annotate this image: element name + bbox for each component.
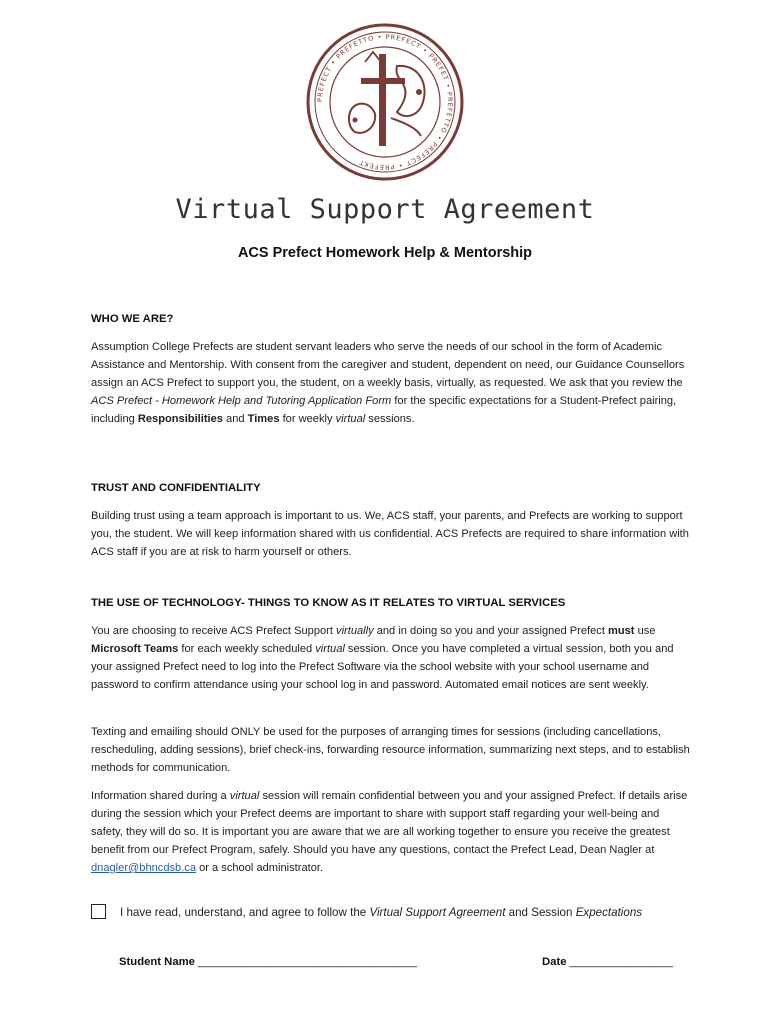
who-we-are-paragraph xyxy=(91,338,691,428)
agreement-checkbox-row xyxy=(91,904,711,924)
prefect-seal-logo xyxy=(305,22,465,182)
technology-paragraph-3 xyxy=(91,787,691,877)
agreement-checkbox[interactable] xyxy=(91,904,106,919)
tech3-text-a: Information shared during a xyxy=(91,790,230,802)
document-subtitle: ACS Prefect Homework Help & Mentorship xyxy=(237,245,533,261)
who-text-1: Assumption College Prefects are student servant leaders who serve the needs of our school in the form of Academic Assistance and Mentorship. With consent from the caregiver and student, dependent on need, our Guidance Counsellors assign an ACS Prefect to support you, the student, on a weekly basis, virtually, as requested. We ask that you review the xyxy=(91,341,685,389)
agree-text-b: and Session xyxy=(505,906,576,919)
technology-paragraph-1 xyxy=(91,622,691,694)
who-text-3: for weekly xyxy=(279,413,336,425)
tech-text-c: use xyxy=(634,625,656,637)
prefect-lead-email-link[interactable]: dnagler@bhncdsb.ca xyxy=(91,862,197,874)
times-term: Times xyxy=(247,413,280,425)
agree-text-a: I have read, understand, and agree to follow the xyxy=(120,906,370,919)
tech-text-e: session. Once you have completed a virtual session, both you and your assigned Prefect need to log into the Prefect Software via the school website with your school username and password to confirm attendance using your school log in and password. Automated email notices are sent weekly. xyxy=(91,643,674,691)
agree-expectations-term: Expectations xyxy=(575,906,643,919)
seal-ring-text: PREFECT • PREFETTO • PREFECT • PREFET • PREFETTO • PREFECT • PREFEKT xyxy=(315,32,455,172)
student-name-line: ____________________________________ xyxy=(194,956,417,968)
technology-heading: THE USE OF TECHNOLOGY- THINGS TO KNOW AS IT RELATES TO VIRTUAL SERVICES xyxy=(91,597,566,609)
tech-text-d: for each weekly scheduled xyxy=(178,643,316,655)
application-form-name: ACS Prefect - Homework Help and Tutoring Application Form xyxy=(91,395,392,407)
who-text-4: sessions. xyxy=(365,413,415,425)
virtual-term: virtual xyxy=(335,413,366,425)
tech3-text-c: or a school administrator. xyxy=(196,862,324,874)
who-text-2: for the specific expectations for a Student-Prefect pairing, including xyxy=(91,395,677,425)
trust-paragraph: Building trust using a team approach is important to us. We, ACS staff, your parents, and Prefects are working to support you, the student. We will keep information shared with us confidential. ACS Prefects are required to share information with ACS staff if you are at risk to harm yourself or others. xyxy=(91,510,689,558)
tech-text-a: You are choosing to receive ACS Prefect Support xyxy=(91,625,337,637)
agree-vsa-term: Virtual Support Agreement xyxy=(369,906,506,919)
trust-heading: TRUST AND CONFIDENTIALITY xyxy=(91,482,261,494)
technology-paragraph-2: Texting and emailing should ONLY be used for the purposes of arranging times for sessions (including cancellations, rescheduling, adding sessions), brief check-ins, forwarding resource information, summarizing next steps, and to establish methods for communication. xyxy=(91,726,690,774)
virtually-term: virtually xyxy=(336,625,374,637)
agreement-label xyxy=(120,905,642,921)
microsoft-teams-term: Microsoft Teams xyxy=(91,643,179,655)
date-field[interactable] xyxy=(542,956,673,968)
tech-text-b: and in doing so you and your assigned Prefect xyxy=(373,625,608,637)
date-label: Date xyxy=(542,956,567,968)
who-text-and: and xyxy=(222,413,248,425)
virtual-term: virtual xyxy=(229,790,260,802)
document-title: Virtual Support Agreement xyxy=(175,194,595,225)
student-name-field[interactable] xyxy=(119,956,417,968)
virtual-term: virtual xyxy=(315,643,345,655)
date-line: _________________ xyxy=(566,956,673,968)
responsibilities-term: Responsibilities xyxy=(137,413,223,425)
student-name-label: Student Name xyxy=(119,956,195,968)
must-term: must xyxy=(608,625,635,637)
tech3-text-b: session will remain confidential between you and your assigned Prefect. If details arise during the session which your Prefect deems are important to share with support staff regarding your well-being and safety, they will do so. It is important you are aware that we are all working together to ensure you receive the greatest benefit from our Prefect Program, safely. Should you have any questions, contact the Prefect Lead, Dean Nagler at xyxy=(91,790,688,856)
who-we-are-heading: WHO WE ARE? xyxy=(91,313,174,325)
